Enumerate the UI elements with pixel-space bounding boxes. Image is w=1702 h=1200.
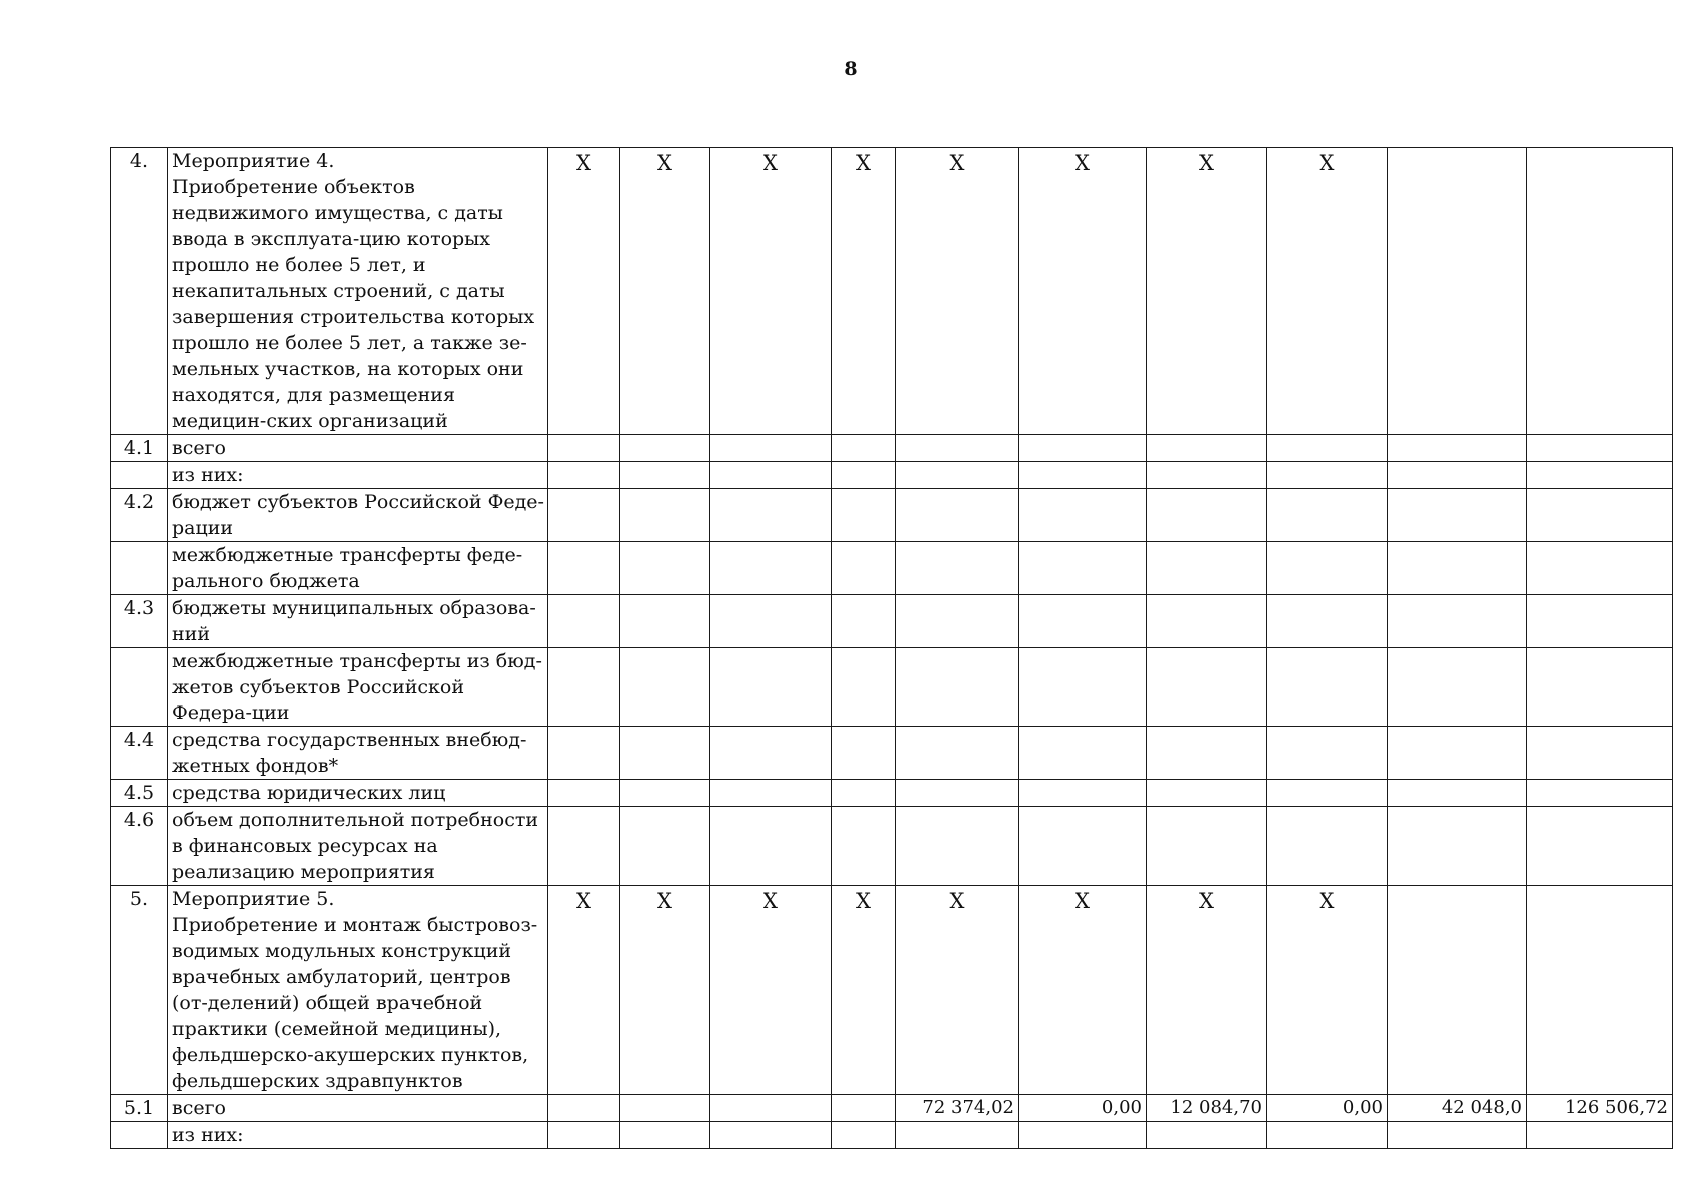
row-number: 5.1 (111, 1095, 168, 1122)
value-cell (1388, 462, 1527, 489)
value-cell (896, 648, 1019, 727)
value-cell (1388, 780, 1527, 807)
value-cell (620, 807, 710, 886)
value-cell: Х (620, 148, 710, 435)
row-label: объем дополнительной потребности в финансовых ресурсах на реализацию мероприятия (168, 807, 548, 886)
table-row (111, 489, 1673, 542)
value-cell (1388, 727, 1527, 780)
value-cell (620, 1095, 710, 1122)
row-number: 4.3 (111, 595, 168, 648)
value-cell (1267, 727, 1388, 780)
row-label: межбюджетные трансферты из бюд-жетов субъектов Российской Федера-ции (168, 648, 548, 727)
value-cell: Х (896, 886, 1019, 1095)
value-cell (710, 595, 832, 648)
value-cell (548, 807, 620, 886)
table-row (111, 780, 1673, 807)
table-row (111, 595, 1673, 648)
value-cell (1019, 727, 1147, 780)
value-cell (710, 727, 832, 780)
value-cell: 12 084,70 (1147, 1095, 1267, 1122)
value-cell (832, 727, 896, 780)
table-row (111, 648, 1673, 727)
value-cell (710, 780, 832, 807)
value-cell (1147, 435, 1267, 462)
row-label: средства юридических лиц (168, 780, 548, 807)
value-cell (620, 1122, 710, 1149)
value-cell (1527, 648, 1673, 727)
value-cell (1019, 807, 1147, 886)
value-cell (896, 727, 1019, 780)
value-cell (710, 489, 832, 542)
value-cell (1267, 807, 1388, 886)
row-number: 4.5 (111, 780, 168, 807)
value-cell: 72 374,02 (896, 1095, 1019, 1122)
value-cell (896, 542, 1019, 595)
value-cell (1388, 489, 1527, 542)
value-cell (1267, 780, 1388, 807)
value-cell (1388, 807, 1527, 886)
row-number (111, 648, 168, 727)
row-number: 4.2 (111, 489, 168, 542)
value-cell (1527, 1122, 1673, 1149)
value-cell (1388, 1122, 1527, 1149)
row-label: Мероприятие 5. Приобретение и монтаж быстровоз-водимых модульных конструкций врачебных амбулаторий, центров (от-делений) общей врачебной практики (семейной медицины), фельдшерско-акушерских пунктов, фельдшерских здравпунктов (168, 886, 548, 1095)
value-cell (832, 1122, 896, 1149)
page-number: 8 (844, 58, 858, 80)
row-label: Мероприятие 4. Приобретение объектов недвижимого имущества, с даты ввода в эксплуата-цию которых прошло не более 5 лет, и некапитальных строений, с даты завершения строительства которых прошло не более 5 лет, а также зе-мельных участков, на которых они находятся, для размещения медицин-ских организаций (168, 148, 548, 435)
value-cell: Х (1267, 148, 1388, 435)
value-cell: Х (710, 886, 832, 1095)
value-cell (1019, 648, 1147, 727)
value-cell (832, 780, 896, 807)
value-cell: Х (710, 148, 832, 435)
value-cell (1019, 1122, 1147, 1149)
value-cell (1147, 727, 1267, 780)
value-cell (1019, 542, 1147, 595)
value-cell (1019, 595, 1147, 648)
value-cell (896, 435, 1019, 462)
value-cell (1147, 1122, 1267, 1149)
value-cell (832, 648, 896, 727)
value-cell (620, 462, 710, 489)
value-cell (710, 542, 832, 595)
value-cell: Х (1147, 148, 1267, 435)
value-cell (1527, 727, 1673, 780)
value-cell (620, 489, 710, 542)
value-cell (1388, 148, 1527, 435)
value-cell (832, 435, 896, 462)
value-cell: Х (548, 148, 620, 435)
table-row (111, 807, 1673, 886)
value-cell (1527, 148, 1673, 435)
value-cell (832, 542, 896, 595)
value-cell: Х (896, 148, 1019, 435)
value-cell (832, 1095, 896, 1122)
value-cell (896, 1122, 1019, 1149)
value-cell (832, 807, 896, 886)
row-label: средства государственных внебюд-жетных фондов* (168, 727, 548, 780)
value-cell (620, 595, 710, 648)
value-cell (1147, 780, 1267, 807)
value-cell (548, 780, 620, 807)
value-cell (1147, 595, 1267, 648)
value-cell (1019, 462, 1147, 489)
value-cell (832, 462, 896, 489)
value-cell: 0,00 (1019, 1095, 1147, 1122)
value-cell (620, 648, 710, 727)
value-cell (548, 489, 620, 542)
value-cell: 126 506,72 (1527, 1095, 1673, 1122)
value-cell: Х (1147, 886, 1267, 1095)
value-cell (1388, 886, 1527, 1095)
value-cell (620, 435, 710, 462)
value-cell (620, 542, 710, 595)
value-cell (1267, 542, 1388, 595)
value-cell (548, 595, 620, 648)
value-cell (896, 780, 1019, 807)
row-number: 4.1 (111, 435, 168, 462)
table-row (111, 148, 1673, 435)
table-row (111, 435, 1673, 462)
value-cell (710, 462, 832, 489)
value-cell (1527, 462, 1673, 489)
value-cell (1527, 807, 1673, 886)
value-cell: Х (620, 886, 710, 1095)
value-cell (1388, 595, 1527, 648)
value-cell (1388, 648, 1527, 727)
value-cell: Х (832, 148, 896, 435)
row-number: 4.6 (111, 807, 168, 886)
value-cell (832, 489, 896, 542)
value-cell: 42 048,0 (1388, 1095, 1527, 1122)
value-cell (710, 435, 832, 462)
row-number: 4. (111, 148, 168, 435)
row-label: из них: (168, 1122, 548, 1149)
value-cell (548, 1122, 620, 1149)
value-cell: Х (1267, 886, 1388, 1095)
table-row (111, 1122, 1673, 1149)
value-cell (548, 648, 620, 727)
row-label: из них: (168, 462, 548, 489)
value-cell (1147, 489, 1267, 542)
value-cell (896, 595, 1019, 648)
value-cell (1267, 648, 1388, 727)
value-cell (1019, 780, 1147, 807)
value-cell (710, 807, 832, 886)
value-cell (1527, 489, 1673, 542)
value-cell (620, 727, 710, 780)
row-label: межбюджетные трансферты феде-рального бюджета (168, 542, 548, 595)
value-cell (710, 648, 832, 727)
value-cell (896, 807, 1019, 886)
value-cell (1019, 435, 1147, 462)
row-label: бюджеты муниципальных образова-ний (168, 595, 548, 648)
row-number (111, 462, 168, 489)
value-cell (896, 462, 1019, 489)
value-cell: 0,00 (1267, 1095, 1388, 1122)
value-cell (1147, 542, 1267, 595)
value-cell (548, 435, 620, 462)
table-row (111, 886, 1673, 1095)
value-cell (1019, 489, 1147, 542)
row-label: всего (168, 1095, 548, 1122)
row-label: всего (168, 435, 548, 462)
value-cell (548, 1095, 620, 1122)
table-row (111, 542, 1673, 595)
value-cell (1388, 542, 1527, 595)
value-cell: Х (1019, 886, 1147, 1095)
table-row (111, 1095, 1673, 1122)
value-cell (548, 727, 620, 780)
value-cell (1527, 542, 1673, 595)
value-cell (1527, 886, 1673, 1095)
table-row (111, 462, 1673, 489)
value-cell (710, 1122, 832, 1149)
value-cell (1147, 462, 1267, 489)
value-cell (1147, 807, 1267, 886)
value-cell: Х (1019, 148, 1147, 435)
value-cell (1267, 462, 1388, 489)
value-cell (1527, 780, 1673, 807)
value-cell (1267, 435, 1388, 462)
row-number: 4.4 (111, 727, 168, 780)
row-number (111, 1122, 168, 1149)
funding-table (110, 147, 1673, 1149)
value-cell (1267, 489, 1388, 542)
row-number: 5. (111, 886, 168, 1095)
value-cell (832, 595, 896, 648)
value-cell (1267, 595, 1388, 648)
table-row (111, 727, 1673, 780)
value-cell (1527, 595, 1673, 648)
value-cell (896, 489, 1019, 542)
value-cell (710, 1095, 832, 1122)
row-label: бюджет субъектов Российской Феде-рации (168, 489, 548, 542)
value-cell (620, 780, 710, 807)
value-cell (548, 542, 620, 595)
value-cell (1147, 648, 1267, 727)
row-number (111, 542, 168, 595)
value-cell: Х (548, 886, 620, 1095)
value-cell (1527, 435, 1673, 462)
value-cell: Х (832, 886, 896, 1095)
value-cell (1388, 435, 1527, 462)
value-cell (548, 462, 620, 489)
value-cell (1267, 1122, 1388, 1149)
